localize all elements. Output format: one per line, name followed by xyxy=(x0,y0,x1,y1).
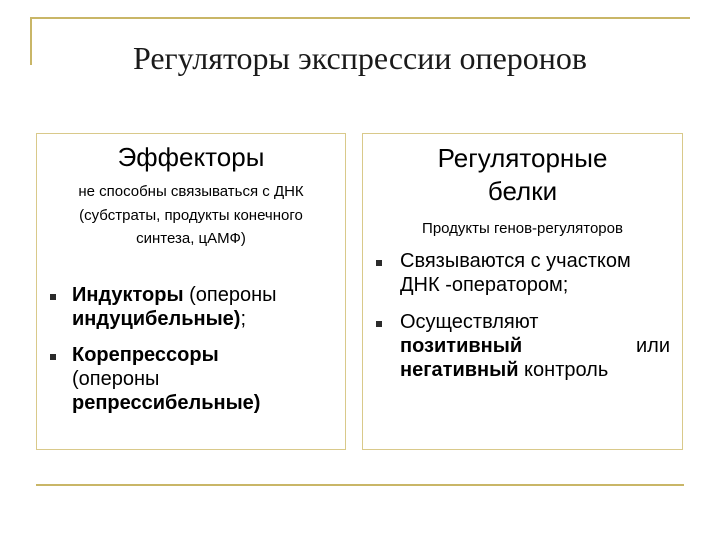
inductors-term: Индукторы xyxy=(72,284,184,306)
repressible-term: репрессибельные) xyxy=(72,392,261,414)
top-rule xyxy=(30,17,690,19)
effectors-desc-3: синтеза, цАМФ) xyxy=(136,230,246,247)
inducible-term: индуцибельные) xyxy=(72,308,241,330)
control-line-1: Осуществляют xyxy=(400,311,539,333)
corepressors-note: (опероны xyxy=(72,368,160,390)
corepressors-item xyxy=(72,343,342,415)
inductors-item xyxy=(72,283,342,331)
control-item xyxy=(400,310,670,382)
heading-line-2: белки xyxy=(487,176,558,206)
control-line-2 xyxy=(400,334,670,358)
regulatory-proteins-heading xyxy=(362,142,683,208)
corepressors-term: Корепрессоры xyxy=(72,344,219,366)
inductors-note: (опероны xyxy=(183,284,277,306)
negative-term: негативный xyxy=(400,359,519,381)
bullet-icon xyxy=(50,294,56,300)
heading-line-1: Регуляторные xyxy=(437,143,608,173)
positive-term: позитивный xyxy=(400,335,523,357)
bottom-rule xyxy=(36,484,684,486)
bullet-icon xyxy=(376,321,382,327)
binding-line-2: ДНК -оператором; xyxy=(400,274,569,296)
effectors-desc-2: (субстраты, продукты конечного xyxy=(79,207,303,224)
regulatory-proteins-desc: Продукты генов-регуляторов xyxy=(422,220,623,237)
effectors-desc-1: не способны связываться с ДНК xyxy=(78,183,304,200)
slide-title: Регуляторы экспрессии оперонов xyxy=(132,40,588,76)
binding-line-1: Связываются с участком xyxy=(400,250,631,272)
inductors-punct: ; xyxy=(240,308,247,330)
binding-item xyxy=(400,249,675,297)
effectors-heading: Эффекторы xyxy=(117,142,265,172)
or-word: или xyxy=(635,335,670,357)
bullet-icon xyxy=(376,260,382,266)
bullet-icon xyxy=(50,354,56,360)
control-tail: контроль xyxy=(518,359,609,381)
